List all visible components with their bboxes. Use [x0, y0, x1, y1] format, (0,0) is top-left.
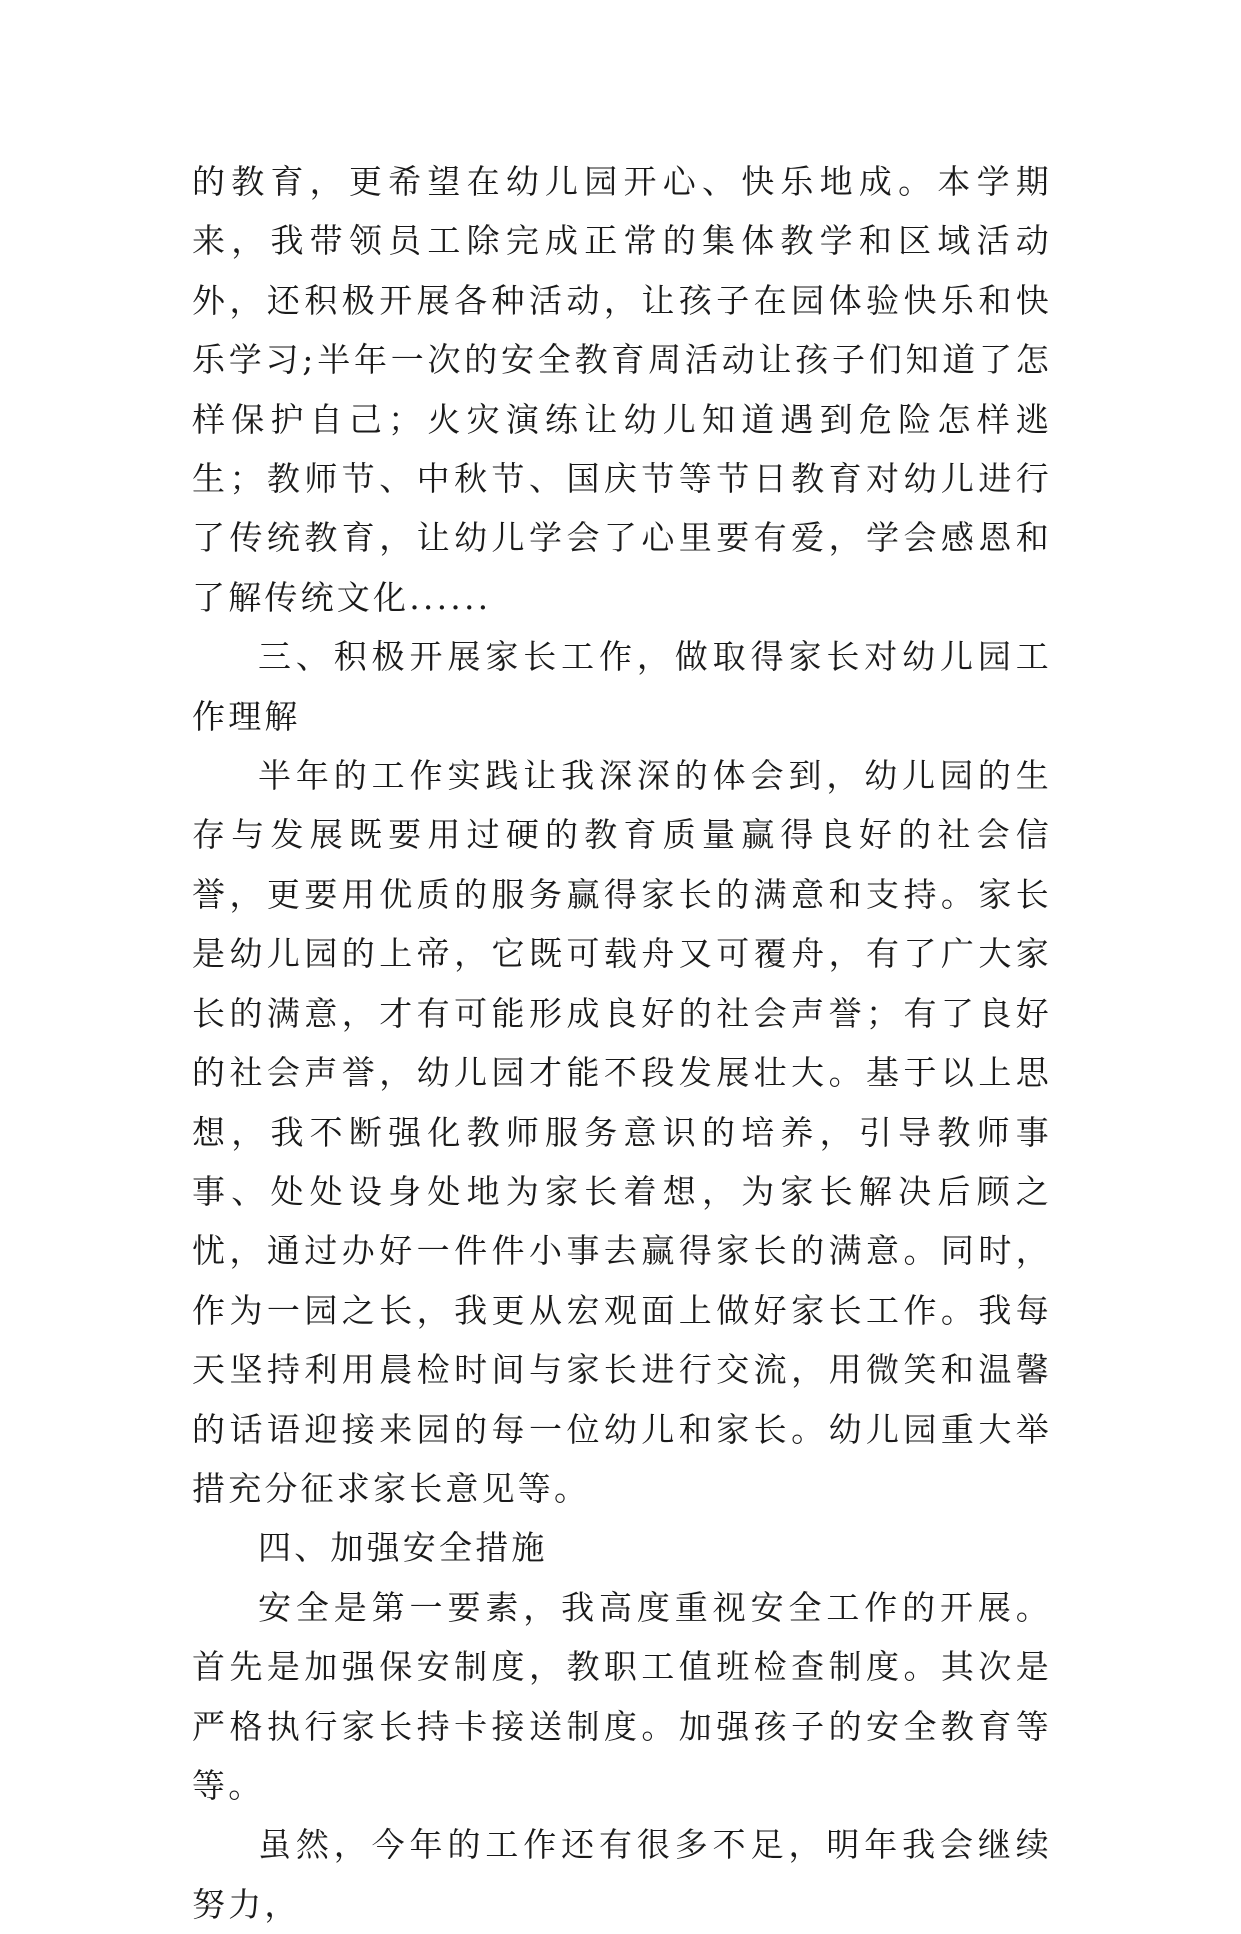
section-heading-parent-work: 三、积极开展家长工作，做取得家长对幼儿园工作理解	[192, 637, 1052, 736]
document-body	[192, 152, 1052, 1934]
paragraph-parent-work: 半年的工作实践让我深深的体会到，幼儿园的生存与发展既要用过硬的教育质量赢得良好的社会信誉，更要用优质的服务赢得家长的满意和支持。家长是幼儿园的上帝，它既可载舟又可覆舟，有了广大家长的满意，才有可能形成良好的社会声誉；有了良好的社会声誉，幼儿园才能不段发展壮大。基于以上思想，我不断强化教师服务意识的培养，引导教师事事、处处设身处地为家长着想，为家长解决后顾之忧，通过办好一件件小事去赢得家长的满意。同时，作为一园之长，我更从宏观面上做好家长工作。我每天坚持利用晨检时间与家长进行交流，用微笑和温馨的话语迎接来园的每一位幼儿和家长。幼儿园重大举措充分征求家长意见等。	[192, 756, 1052, 1508]
section-heading-safety: 四、加强安全措施	[258, 1528, 548, 1568]
paragraph-activities: 的教育，更希望在幼儿园开心、快乐地成。本学期来，我带领员工除完成正常的集体教学和区域活动外，还积极开展各种活动，让孩子在园体验快乐和快乐学习;半年一次的安全教育周活动让孩子们知道了怎样保护自己；火灾演练让幼儿知道遇到危险怎样逃生；教师节、中秋节、国庆节等节日教育对幼儿进行了传统教育，让幼儿学会了心里要有爱，学会感恩和了解传统文化......	[192, 162, 1052, 617]
paragraph-closing: 虽然，今年的工作还有很多不足，明年我会继续努力，	[192, 1825, 1052, 1924]
paragraph-safety: 安全是第一要素，我高度重视安全工作的开展。首先是加强保安制度，教职工值班检查制度。其次是严格执行家长持卡接送制度。加强孩子的安全教育等等。	[192, 1587, 1052, 1805]
